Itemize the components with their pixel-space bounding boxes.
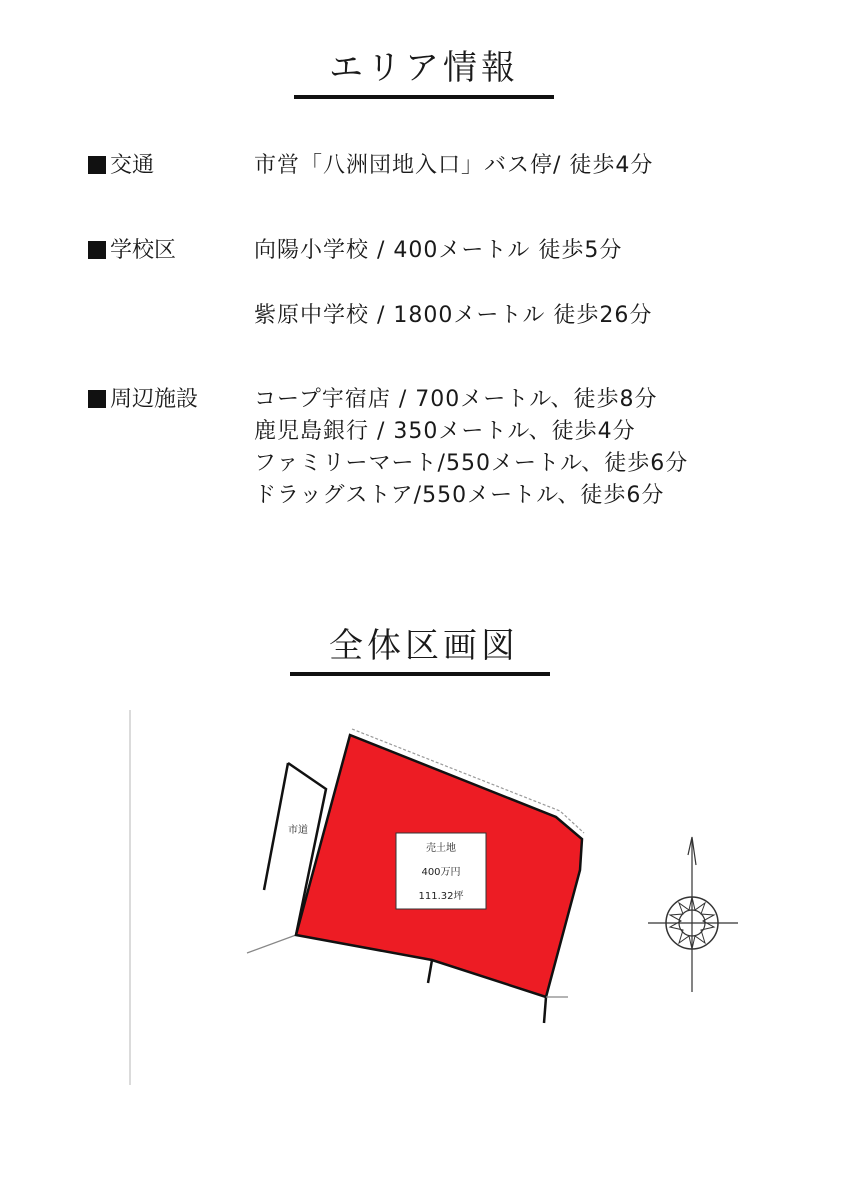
adjacent-boundary-line bbox=[544, 997, 546, 1023]
transport-label: 交通 bbox=[88, 150, 154, 182]
transport-value: 市営「八洲団地入口」バス停/ 徒歩4分 bbox=[254, 153, 654, 178]
facility-item: ドラッグストア/550メートル、徒歩6分 bbox=[254, 483, 665, 508]
north-compass-icon bbox=[648, 837, 738, 992]
facility-item: 鹿児島銀行 / 350メートル、徒歩4分 bbox=[254, 419, 636, 444]
school-district-label: 学校区 bbox=[88, 235, 176, 267]
nearby-facilities-label: 周辺施設 bbox=[88, 384, 198, 416]
square-bullet-icon bbox=[88, 390, 106, 408]
adjacent-boundary-line bbox=[428, 960, 432, 983]
area-info-title: エリア情報 bbox=[329, 48, 519, 88]
plot-map-title: 全体区画図 bbox=[329, 626, 519, 666]
lot-price: 400万円 bbox=[421, 867, 461, 878]
plot-map-title-underline bbox=[290, 672, 550, 676]
facility-item: コープ宇宿店 / 700メートル、徒歩8分 bbox=[254, 387, 658, 412]
junior-high-school-value: 紫原中学校 / 1800メートル 徒歩26分 bbox=[254, 303, 653, 328]
lot-area: 111.32坪 bbox=[418, 891, 464, 902]
plot-map-diagram bbox=[120, 705, 760, 1095]
facility-item: ファミリーマート/550メートル、徒歩6分 bbox=[254, 451, 689, 476]
elementary-school-value: 向陽小学校 / 400メートル 徒歩5分 bbox=[254, 238, 623, 263]
square-bullet-icon bbox=[88, 156, 106, 174]
road-boundary-line bbox=[247, 935, 296, 953]
lot-label: 売土地 bbox=[426, 843, 456, 854]
square-bullet-icon bbox=[88, 241, 106, 259]
nearby-facilities-list bbox=[254, 384, 688, 512]
road-label: 市道 bbox=[288, 825, 308, 836]
road-boundary-line bbox=[264, 763, 288, 890]
area-info-title-underline bbox=[294, 95, 554, 99]
